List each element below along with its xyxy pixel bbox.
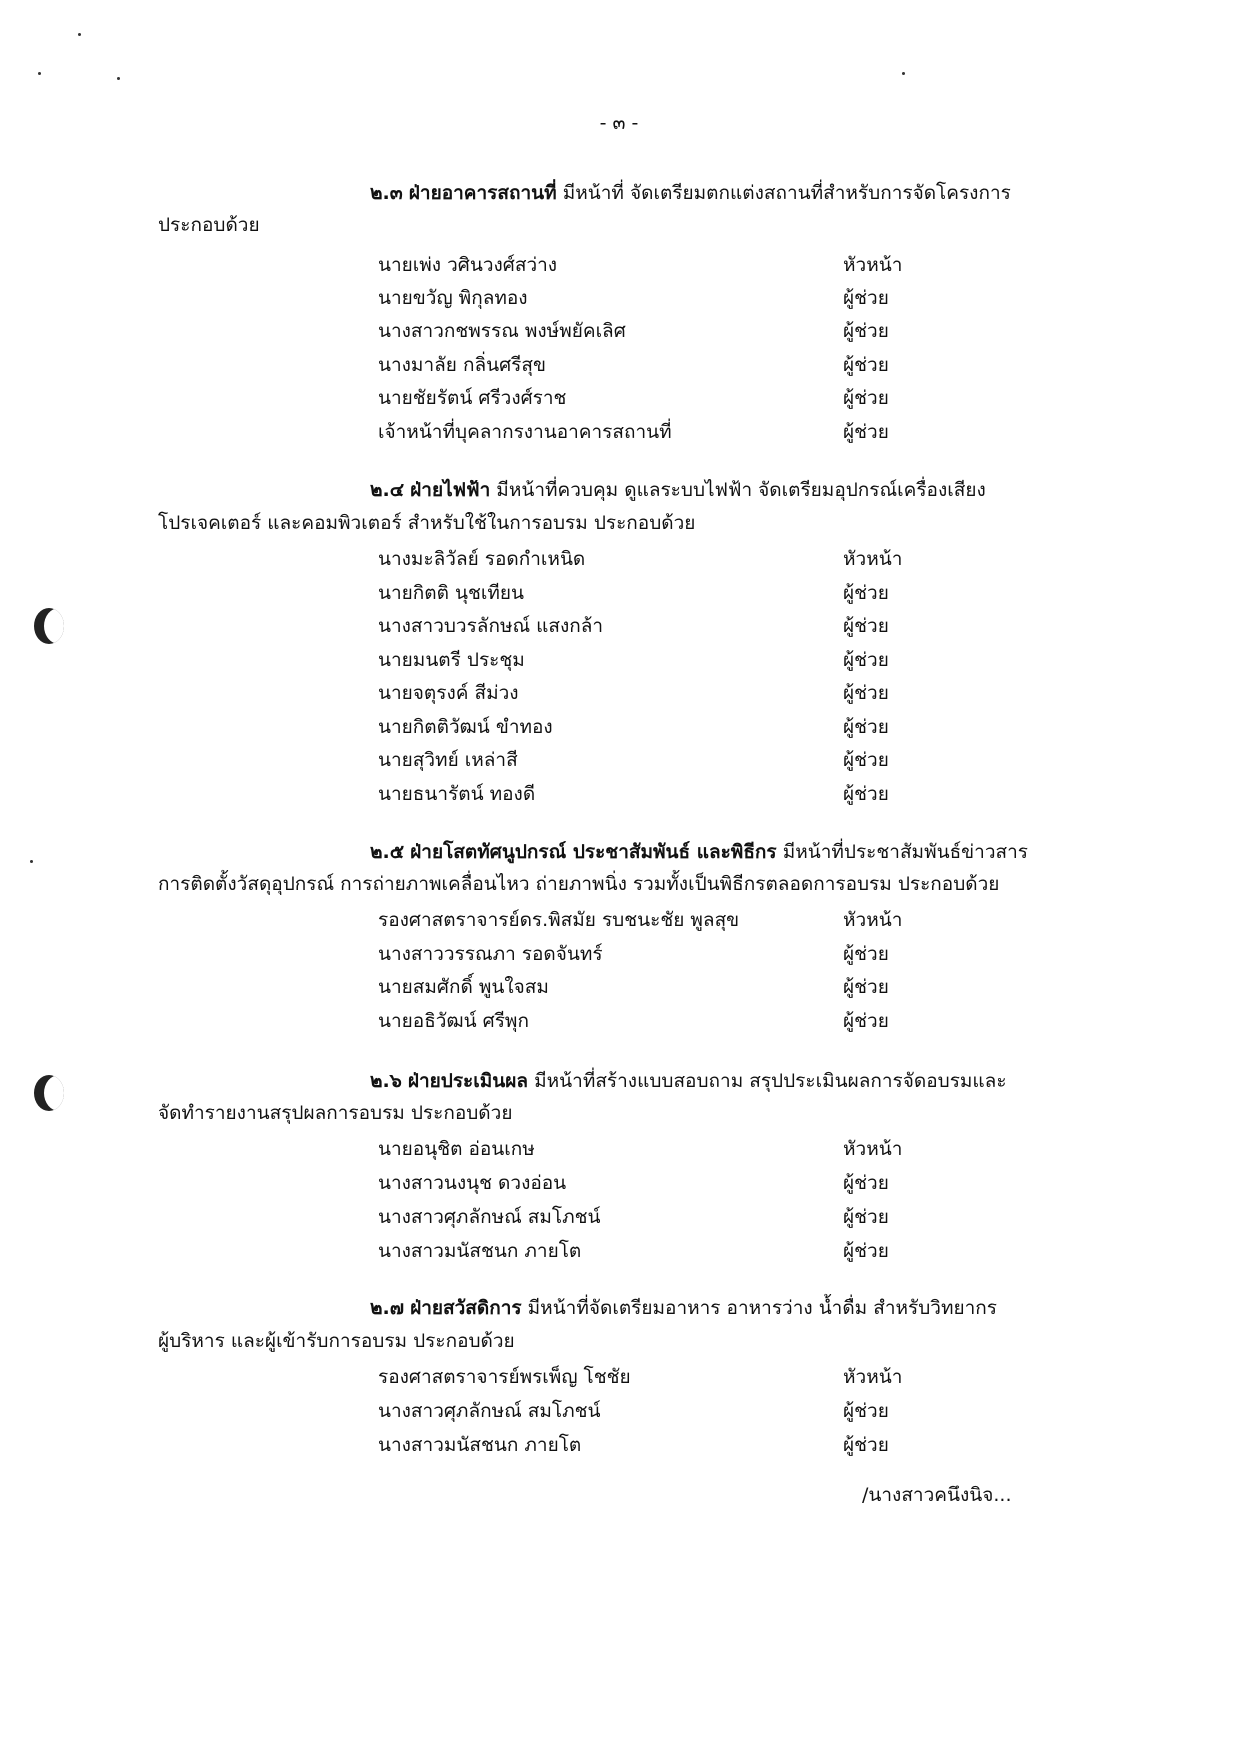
section-number: ๒.๕ — [370, 841, 405, 863]
member-role: ผู้ช่วย — [843, 1400, 889, 1422]
section-title: ฝ่ายไฟฟ้า — [410, 479, 491, 501]
member-name: นางสาวมนัสชนก ภายโต — [378, 1240, 582, 1262]
section-title: ฝ่ายอาคารสถานที่ — [408, 182, 557, 204]
member-name: นางมาลัย กลิ่นศรีสุข — [378, 354, 546, 376]
member-role: หัวหน้า — [843, 254, 903, 276]
scan-speck — [902, 72, 905, 75]
page-number: - ๓ - — [599, 112, 639, 134]
section-description: มีหน้าที่สร้างแบบสอบถาม สรุปประเมินผลการจัดอบรมและ — [534, 1070, 1007, 1092]
member-name: นางมะลิวัลย์ รอดกำเหนิด — [378, 548, 586, 570]
section-description: มีหน้าที่ควบคุม ดูแลระบบไฟฟ้า จัดเตรียมอุปกรณ์เครื่องเสียง — [496, 479, 986, 501]
member-name: นางสาวบวรลักษณ์ แสงกล้า — [378, 615, 604, 637]
member-name: นายจตุรงค์ สีม่วง — [378, 682, 519, 704]
section-number: ๒.๓ — [370, 182, 403, 204]
member-name: รองศาสตราจารย์พรเพ็ญ โชชัย — [378, 1366, 631, 1388]
member-name: รองศาสตราจารย์ดร.พิสมัย รบชนะชัย พูลสุข — [378, 909, 740, 931]
member-role: ผู้ช่วย — [843, 582, 889, 604]
member-role: หัวหน้า — [843, 1138, 903, 1160]
member-name: นายกิตติ นุชเทียน — [378, 582, 525, 604]
continuation-note: /นางสาวคนึงนิจ... — [862, 1484, 1012, 1506]
member-name: นางสาวศุภลักษณ์ สมโภชน์ — [378, 1206, 601, 1228]
member-role: ผู้ช่วย — [843, 354, 889, 376]
section-number: ๒.๖ — [370, 1070, 402, 1092]
member-role: ผู้ช่วย — [843, 1172, 889, 1194]
section-description-continued: จัดทำรายงานสรุปผลการอบรม ประกอบด้วย — [158, 1102, 513, 1124]
member-name: นายอนุชิต อ่อนเกษ — [378, 1138, 535, 1160]
section-description-continued: ผู้บริหาร และผู้เข้ารับการอบรม ประกอบด้วย — [158, 1330, 515, 1352]
section-number: ๒.๔ — [370, 479, 405, 501]
member-role: หัวหน้า — [843, 909, 903, 931]
section-description-continued: การติดตั้งวัสดุอุปกรณ์ การถ่ายภาพเคลื่อนไหว ถ่ายภาพนิ่ง รวมทั้งเป็นพิธีกรตลอดการอบรม ประกอบด้วย — [158, 873, 1000, 895]
section-description: มีหน้าที่ประชาสัมพันธ์ข่าวสาร — [782, 841, 1028, 863]
punch-hole-mark — [34, 608, 64, 644]
scan-speck — [117, 77, 120, 80]
scan-speck — [38, 72, 41, 75]
section-number: ๒.๗ — [370, 1297, 405, 1319]
member-name: นายชัยรัตน์ ศรีวงศ์ราช — [378, 387, 567, 409]
section-title: ฝ่ายประเมินผล — [407, 1070, 529, 1092]
member-role: ผู้ช่วย — [843, 943, 889, 965]
scan-speck — [78, 33, 81, 36]
member-name: นายอธิวัฒน์ ศรีพุก — [378, 1010, 529, 1032]
section-heading — [370, 178, 1011, 208]
member-role: หัวหน้า — [843, 548, 903, 570]
member-role: ผู้ช่วย — [843, 1240, 889, 1262]
member-name: เจ้าหน้าที่บุคลากรงานอาคารสถานที่ — [378, 421, 672, 443]
member-name: นายเพ่ง วศินวงศ์สว่าง — [378, 254, 558, 276]
member-role: ผู้ช่วย — [843, 1206, 889, 1228]
punch-hole-mark — [34, 1075, 64, 1111]
section-heading — [370, 1293, 997, 1323]
member-role: ผู้ช่วย — [843, 716, 889, 738]
member-role: ผู้ช่วย — [843, 615, 889, 637]
member-role: ผู้ช่วย — [843, 682, 889, 704]
section-description: มีหน้าที่ จัดเตรียมตกแต่งสถานที่สำหรับการจัดโครงการ — [562, 182, 1011, 204]
member-name: นางสาวศุภลักษณ์ สมโภชน์ — [378, 1400, 601, 1422]
section-title: ฝ่ายโสตทัศนูปกรณ์ ประชาสัมพันธ์ และพิธีกร — [410, 841, 777, 863]
section-description: มีหน้าที่จัดเตรียมอาหาร อาหารว่าง น้ำดื่ม สำหรับวิทยากร — [527, 1297, 998, 1319]
section-description-continued: ประกอบด้วย — [158, 214, 260, 236]
member-name: นางสาวมนัสชนก ภายโต — [378, 1434, 582, 1456]
member-name: นายสุวิทย์ เหล่าสี — [378, 749, 518, 771]
section-heading — [370, 475, 986, 505]
member-role: ผู้ช่วย — [843, 421, 889, 443]
member-role: ผู้ช่วย — [843, 783, 889, 805]
scan-speck — [30, 860, 33, 863]
section-description-continued: โปรเจคเตอร์ และคอมพิวเตอร์ สำหรับใช้ในการอบรม ประกอบด้วย — [158, 512, 696, 534]
member-name: นายมนตรี ประชุม — [378, 649, 525, 671]
member-name: นายธนารัตน์ ทองดี — [378, 783, 536, 805]
member-role: ผู้ช่วย — [843, 649, 889, 671]
member-role: ผู้ช่วย — [843, 287, 889, 309]
member-role: ผู้ช่วย — [843, 320, 889, 342]
section-heading — [370, 837, 1028, 867]
member-role: ผู้ช่วย — [843, 1434, 889, 1456]
member-role: ผู้ช่วย — [843, 387, 889, 409]
section-heading — [370, 1066, 1007, 1096]
member-name: นายสมศักดิ์ พูนใจสม — [378, 976, 549, 998]
member-role: ผู้ช่วย — [843, 749, 889, 771]
member-name: นางสาวกชพรรณ พงษ์พยัคเลิศ — [378, 320, 626, 342]
member-name: นางสาววรรณภา รอดจันทร์ — [378, 943, 603, 965]
member-role: ผู้ช่วย — [843, 976, 889, 998]
member-name: นางสาวนงนุช ดวงอ่อน — [378, 1172, 567, 1194]
member-role: หัวหน้า — [843, 1366, 903, 1388]
member-name: นายขวัญ พิกุลทอง — [378, 287, 528, 309]
member-name: นายกิตติวัฒน์ ขำทอง — [378, 716, 553, 738]
section-title: ฝ่ายสวัสดิการ — [410, 1297, 522, 1319]
member-role: ผู้ช่วย — [843, 1010, 889, 1032]
